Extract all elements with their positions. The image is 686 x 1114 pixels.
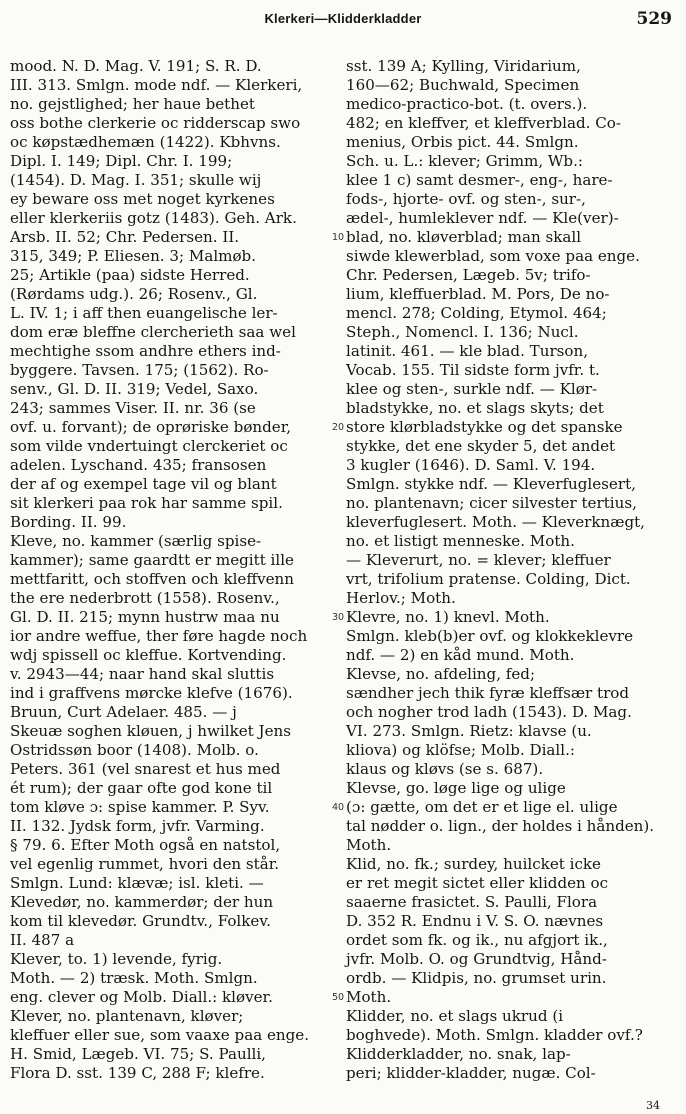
line-text: § 79. 6. Efter Moth også en natstol, [10,836,281,854]
line-text: mettfaritt, och stoffven och kleffvenn [10,570,294,588]
line-text: eller klerkeriis gotz (1483). Geh. Ark. [10,209,297,227]
line-text: klee 1 c) samt desmer-, eng-, hare- [346,171,613,189]
right-column-line [346,874,668,893]
line-number: 20 [331,422,345,433]
left-column-line [10,228,330,247]
line-text: the ere nederbrott (1558). Rosenv., [10,589,280,607]
right-column-line [346,855,668,874]
line-text: som vilde vndertuingt clerckeriet oc [10,437,288,455]
line-text: D. 352 R. Endnu i V. S. O. nævnes [346,912,604,930]
line-text: sst. 139 A; Kylling, Viridarium, [346,57,581,75]
line-text: oss bothe clerkerie oc ridderscap swo [10,114,301,132]
page-number: 529 [636,9,672,29]
left-column-line [10,855,330,874]
line-text: Smlgn. stykke ndf. — Kleverfuglesert, [346,475,636,493]
line-text: ndf. — 2) en kåd mund. Moth. [346,646,575,664]
line-text: 243; sammes Viser. II. nr. 36 (se [10,399,256,417]
line-text: store klørbladstykke og det spanske [346,418,623,436]
line-text: wdj spissell oc kleffue. Kortvending. [10,646,287,664]
left-column-line [10,722,330,741]
line-text: eng. clever og Molb. Diall.: kløver. [10,988,273,1006]
line-text: ovf. u. forvant); de oprøriske bønder, [10,418,292,436]
left-column-line [10,209,330,228]
line-text: sændher jech thik fyræ kleffsær trod [346,684,630,702]
left-column-line [10,950,330,969]
line-text: Flora D. sst. 139 C, 288 F; klefre. [10,1064,265,1082]
left-column-line [10,836,330,855]
line-text: Klevre, no. 1) knevl. Moth. [346,608,550,626]
right-column-line [346,817,668,836]
line-text: (1454). D. Mag. I. 351; skulle wij [10,171,262,189]
left-column-line [10,874,330,893]
line-text: mood. N. D. Mag. V. 191; S. R. D. [10,57,262,75]
right-column-line [346,342,668,361]
right-column-line [346,665,668,684]
line-text: III. 313. Smlgn. mode ndf. — Klerkeri, [10,76,303,94]
right-column-line [346,76,668,95]
left-column-line [10,760,330,779]
line-text: peri; klidder-kladder, nugæ. Col- [346,1064,596,1082]
right-column-line [346,741,668,760]
running-head [0,9,686,31]
line-text: Skeuæ soghen kløuen, j hwilket Jens [10,722,291,740]
left-column-line [10,266,330,285]
right-column-line [346,950,668,969]
line-text: Bording. II. 99. [10,513,127,531]
line-text: 315, 349; P. Eliesen. 3; Malmøb. [10,247,257,265]
column-gutter [337,52,338,1102]
line-text: Klidderkladder, no. snak, lap- [346,1045,571,1063]
left-column-line [10,779,330,798]
right-column-line [346,399,668,418]
line-text: Ostridssøn boor (1408). Molb. o. [10,741,259,759]
right-column-line [346,95,668,114]
left-column-line [10,418,330,437]
line-text: Vocab. 155. Til sidste form jvfr. t. [346,361,600,379]
left-column-line [10,551,330,570]
line-text: adelen. Lyschand. 435; fransosen [10,456,267,474]
line-number: 10 [331,232,345,243]
line-text: tom kløve ɔ: spise kammer. P. Syv. [10,798,270,816]
line-text: 482; en kleffver, et kleffverblad. Co- [346,114,621,132]
line-text: ey beware oss met noget kyrkenes [10,190,275,208]
right-column-line [346,703,668,722]
running-title: Klerkeri—Klidderkladder [264,11,422,26]
right-column-line [346,247,668,266]
right-column-line [346,1045,668,1064]
line-text: kom til klevedør. Grundtv., Folkev. [10,912,271,930]
line-text: vrt, trifolium pratense. Colding, Dict. [346,570,631,588]
line-text: Klever, no. plantenavn, kløver; [10,1007,244,1025]
line-text: (ɔ: gætte, om det er et lige el. ulige [346,798,618,816]
right-column-line [346,304,668,323]
left-column-line [10,1007,330,1026]
line-text: Kleve, no. kammer (særlig spise- [10,532,262,550]
line-text: er ret megit sictet eller klidden oc [346,874,609,892]
line-text: tal nødder o. lign., der holdes i hånden). [346,817,655,835]
line-text: v. 2943—44; naar hand skal sluttis [10,665,275,683]
right-column-line [346,551,668,570]
line-text: (Rørdams udg.). 26; Rosenv., Gl. [10,285,258,303]
line-text: klaus og kløvs (se s. 687). [346,760,544,778]
right-column-line [346,361,668,380]
line-text: VI. 273. Smlgn. Rietz: klavse (u. [346,722,592,740]
line-text: och nogher trod ladh (1543). D. Mag. [346,703,632,721]
line-text: kammer); same gaardtt er megitt ille [10,551,294,569]
left-column-line [10,665,330,684]
left-column-line [10,646,330,665]
right-column-line [346,1026,668,1045]
left-column-line [10,608,330,627]
line-text: 3 kugler (1646). D. Saml. V. 194. [346,456,596,474]
right-column-line [346,266,668,285]
line-text: mechtighe ssom andhre ethers ind- [10,342,281,360]
line-text: senv., Gl. D. II. 319; Vedel, Saxo. [10,380,259,398]
right-column-line [346,437,668,456]
left-column-line [10,380,330,399]
left-column-line [10,570,330,589]
left-column-line [10,76,330,95]
line-text: Chr. Pedersen, Lægeb. 5v; trifo- [346,266,591,284]
line-text: fods-, hjorte- ovf. og sten-, sur-, [346,190,586,208]
line-number: 50 [331,992,345,1003]
line-text: byggere. Tavsen. 175; (1562). Ro- [10,361,269,379]
line-text: Peters. 361 (vel snarest et hus med [10,760,281,778]
right-column-line [346,570,668,589]
left-column-line [10,95,330,114]
line-text: Klidder, no. et slags ukrud (i [346,1007,564,1025]
line-text: ind i graffvens mørcke klefve (1676). [10,684,293,702]
right-column-line [346,380,668,399]
right-column-line [346,171,668,190]
line-text: vel egenlig rummet, hvori den står. [10,855,280,873]
line-text: Klevedør, no. kammerdør; der hun [10,893,274,911]
right-column-line [346,608,668,627]
left-column-line [10,57,330,76]
right-column-line [346,114,668,133]
right-column-line [346,779,668,798]
right-column-line [346,836,668,855]
left-column-line [10,684,330,703]
right-column-line [346,494,668,513]
line-text: medico-practico-bot. (t. overs.). [346,95,588,113]
right-column-line [346,589,668,608]
line-text: lium, kleffuerblad. M. Pors, De no- [346,285,610,303]
left-column-line [10,475,330,494]
line-text: bladstykke, no. et slags skyts; det [346,399,604,417]
line-text: II. 132. Jydsk form, jvfr. Varming. [10,817,265,835]
line-text: saaerne frasictet. S. Paulli, Flora [346,893,598,911]
right-column-line [346,532,668,551]
line-text: Steph., Nomencl. I. 136; Nucl. [346,323,579,341]
signature-mark: 34 [646,1099,660,1112]
left-column-line [10,1045,330,1064]
line-text: kleffuer eller sue, som vaaxe paa enge. [10,1026,310,1044]
line-text: Gl. D. II. 215; mynn hustrw maa nu [10,608,280,626]
line-text: Herlov.; Moth. [346,589,456,607]
left-column-line [10,399,330,418]
line-text: Arsb. II. 52; Chr. Pedersen. II. [10,228,240,246]
line-text: Moth. — 2) træsk. Moth. Smlgn. [10,969,258,987]
right-column-line [346,912,668,931]
left-column-line [10,285,330,304]
line-text: blad, no. kløverblad; man skall [346,228,582,246]
line-text: latinit. 461. — kle blad. Turson, [346,342,589,360]
line-text: Klid, no. fk.; surdey, huilcket icke [346,855,601,873]
right-column-line [346,190,668,209]
line-text: L. IV. 1; i aff then euangelische ler- [10,304,278,322]
left-column-line [10,361,330,380]
right-column-line [346,760,668,779]
left-column-line [10,969,330,988]
left-column-line [10,171,330,190]
line-text: Moth. [346,988,392,1006]
line-text: der af og exempel tage vil og blant [10,475,277,493]
line-text: dom eræ bleffne clercherieth saa wel [10,323,296,341]
line-text: kliova) og klöfse; Molb. Diall.: [346,741,575,759]
left-column-line [10,437,330,456]
line-text: Klevse, go. løge lige og ulige [346,779,566,797]
left-column-line [10,817,330,836]
left-column-line [10,152,330,171]
line-text: no. plantenavn; cicer silvester tertius, [346,494,637,512]
line-text: II. 487 a [10,931,75,949]
left-column-line [10,133,330,152]
line-text: — Kleverurt, no. = klever; kleffuer [346,551,611,569]
line-text: 160—62; Buchwald, Specimen [346,76,580,94]
left-column-line [10,1026,330,1045]
left-column-line [10,190,330,209]
line-number: 30 [331,612,345,623]
right-column-line [346,627,668,646]
right-column-line [346,418,668,437]
left-column-line [10,114,330,133]
line-text: ét rum); der gaar ofte god kone til [10,779,273,797]
left-column-line [10,741,330,760]
right-column [346,57,668,1083]
left-column-line [10,247,330,266]
line-text: siwde klewerblad, som voxe paa enge. [346,247,640,265]
line-text: ordb. — Klidpis, no. grumset urin. [346,969,607,987]
line-text: ior andre weffue, ther føre hagde noch [10,627,308,645]
left-column [10,57,330,1083]
left-column-line [10,912,330,931]
left-column-line [10,703,330,722]
right-column-line [346,1064,668,1083]
right-column-line [346,228,668,247]
line-text: no. et listigt menneske. Moth. [346,532,575,550]
right-column-line [346,646,668,665]
left-column-line [10,1064,330,1083]
right-column-line [346,988,668,1007]
left-column-line [10,323,330,342]
line-text: sit klerkeri paa rok har samme spil. [10,494,283,512]
line-text: klee og sten-, surkle ndf. — Klør- [346,380,598,398]
right-column-line [346,57,668,76]
left-column-line [10,798,330,817]
right-column-line [346,1007,668,1026]
left-column-line [10,589,330,608]
left-column-line [10,532,330,551]
line-text: Sch. u. L.: klever; Grimm, Wb.: [346,152,583,170]
line-text: kleverfuglesert. Moth. — Kleverknægt, [346,513,645,531]
line-text: jvfr. Molb. O. og Grundtvig, Hånd- [346,950,607,968]
left-column-line [10,931,330,950]
right-column-line [346,684,668,703]
right-column-line [346,475,668,494]
right-column-line [346,513,668,532]
line-text: oc køpstædhemæn (1422). Kbhvns. [10,133,281,151]
line-text: no. gejstlighed; her haue bethet [10,95,255,113]
line-text: menius, Orbis pict. 44. Smlgn. [346,133,579,151]
right-column-line [346,798,668,817]
left-column-line [10,513,330,532]
right-column-line [346,969,668,988]
left-column-line [10,988,330,1007]
line-text: 25; Artikle (paa) sidste Herred. [10,266,250,284]
line-text: Bruun, Curt Adelaer. 485. — j [10,703,237,721]
line-text: Moth. [346,836,392,854]
left-column-line [10,893,330,912]
left-column-line [10,456,330,475]
left-column-line [10,304,330,323]
line-text: H. Smid, Lægeb. VI. 75; S. Paulli, [10,1045,266,1063]
right-column-line [346,285,668,304]
line-text: stykke, det ene skyder 5, det andet [346,437,616,455]
line-text: Smlgn. Lund: klævæ; isl. kleti. — [10,874,264,892]
line-text: Dipl. I. 149; Dipl. Chr. I. 199; [10,152,233,170]
right-column-line [346,722,668,741]
line-text: Klever, to. 1) levende, fyrig. [10,950,223,968]
right-column-line [346,893,668,912]
line-text: ædel-, humleklever ndf. — Kle(ver)- [346,209,619,227]
line-text: ordet som fk. og ik., nu afgjort ik., [346,931,608,949]
right-column-line [346,133,668,152]
right-column-line [346,456,668,475]
line-text: mencl. 278; Colding, Etymol. 464; [346,304,607,322]
line-text: Smlgn. kleb(b)er ovf. og klokkeklevre [346,627,634,645]
right-column-line [346,209,668,228]
left-column-line [10,342,330,361]
right-column-line [346,323,668,342]
right-column-line [346,152,668,171]
left-column-line [10,627,330,646]
right-column-line [346,931,668,950]
left-column-line [10,494,330,513]
line-text: Klevse, no. afdeling, fed; [346,665,536,683]
line-number: 40 [331,802,345,813]
line-text: boghvede). Moth. Smlgn. kladder ovf.? [346,1026,643,1044]
